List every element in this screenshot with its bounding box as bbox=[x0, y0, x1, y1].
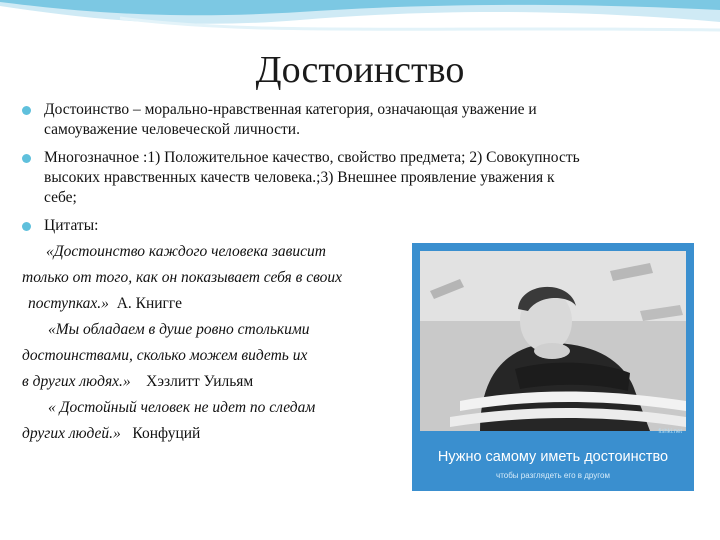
bullet-definition bbox=[22, 100, 702, 140]
bullet-dot-icon bbox=[22, 154, 31, 163]
image-caption: Нужно самому иметь достоинство bbox=[437, 449, 669, 465]
quote-author: Конфуций bbox=[132, 425, 201, 442]
motivator-image bbox=[412, 243, 694, 491]
slide-title: Достоинство bbox=[255, 49, 465, 91]
bullet-line: себе; bbox=[44, 189, 77, 206]
image-watermark: fishki.net bbox=[658, 429, 682, 435]
quote-line: « Достойный человек не идет по следам bbox=[48, 399, 316, 416]
bullet-line: Многозначное :1) Положительное качество, свойство предмета; 2) Совокупность bbox=[44, 149, 580, 166]
quote-line: только от того, как он показывает себя в своих bbox=[22, 269, 343, 286]
bullet-dot-icon bbox=[22, 106, 31, 115]
bullet-line: высоких нравственных качеств человека.;3) Внешнее проявление уважения к bbox=[44, 169, 555, 186]
quote-line: в других людях.» Хэзлитт Уильям bbox=[22, 373, 254, 390]
quote-line: поступках.» А. Книгге bbox=[28, 295, 182, 312]
bullet-line: Цитаты: bbox=[44, 217, 99, 234]
photo-young-man-on-bench bbox=[420, 251, 686, 431]
quote-line: достоинствами, сколько можем видеть их bbox=[22, 347, 308, 364]
bullet-quotes-heading bbox=[22, 216, 322, 236]
bullet-meanings bbox=[22, 148, 712, 208]
quote-line: других людей.» Конфуций bbox=[22, 425, 201, 442]
bullet-line: Достоинство – морально-нравственная категория, означающая уважение и bbox=[44, 101, 537, 118]
quote-line: «Мы обладаем в душе ровно столькими bbox=[48, 321, 310, 338]
image-subcaption: чтобы разглядеть его в другом bbox=[496, 471, 610, 480]
quote-line: «Достоинство каждого человека зависит bbox=[46, 243, 326, 260]
quote-author: А. Книгге bbox=[116, 295, 182, 312]
bullet-line: самоуважение человеческой личности. bbox=[44, 121, 300, 138]
quote-author: Хэзлитт Уильям bbox=[146, 373, 254, 390]
bullet-dot-icon bbox=[22, 222, 31, 231]
